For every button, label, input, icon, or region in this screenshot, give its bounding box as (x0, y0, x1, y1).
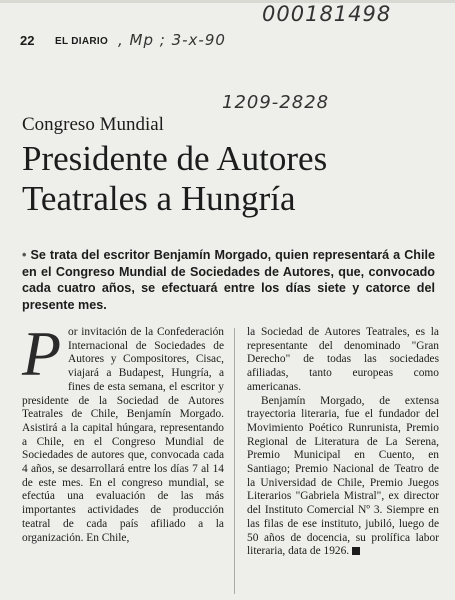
paragraph (247, 395, 439, 559)
end-of-article-mark (352, 547, 360, 555)
lede-bullet: • (22, 248, 27, 262)
article-kicker: Congreso Mundial (22, 114, 164, 135)
article-column-left (22, 318, 224, 545)
paragraph-text: Benjamín Morgado, de extensa trayectoria literaria, fue el fundador del Movimiento Poético Runrunista, Premio Regional de Literatura de La Serena, Premio Municipal en Cuento, en Santiago; Premio Nacional de Teatro de la Universidad de Chile, Premio Juegos Literarios "Gabriela Mistral", ex director del Instituto Comercial Nº 3. Siempre en las filas de ese instituto, jubiló, luego de 50 años de docencia, su prolífica labor literaria, data de 1926. (247, 394, 439, 558)
paragraph-text: or invitación de la Confederación Internacional de Sociedades de Autores y Compositores, Cisac, viajará a Budapest, Hungría, a fines de esta semana, el escritor y presidente de la Sociedad de Autores Teatrales de Chile, Benjamín Morgado. Asistirá a la capital húngara, representando a Chile, en el Congreso Mundial de Sociedades de autores que, convocada cada 4 años, se desarrollará entre los días 7 al 14 de este mes. En el congreso mundial, se efectúa una evaluación de las más importantes actividades de producción teatral de cada país afiliado a la organización. En Chile, (22, 326, 224, 544)
drop-cap: P (22, 318, 62, 389)
column-divider (234, 328, 235, 594)
page-number: 22 (20, 33, 35, 48)
paragraph: la Sociedad de Autores Teatrales, es la representante del denominado "Gran Derecho" de todas las sociedades afiliadas, tanto europeas como americanas. (247, 326, 439, 393)
lede-text: Se trata del escritor Benjamín Morgado, quien representará a Chile en el Congreso Mundial de Sociedades de Autores, que, convocado cada cuatro años, se efectuará entre los días siete y catorce del presente mes. (22, 248, 435, 312)
article-lede (22, 247, 435, 313)
headline-line-1: Presidente de Autores (22, 139, 328, 178)
newspaper-masthead: EL DIARIO (55, 36, 109, 47)
handwritten-reference-number: 1209-2828 (222, 92, 330, 113)
headline-line-2: Teatrales a Hungría (22, 179, 296, 218)
paragraph (22, 318, 224, 545)
handwritten-archive-number: 000181498 (262, 2, 392, 26)
handwritten-date-note: , Mp ; 3-x-90 (118, 31, 226, 49)
article-column-right (247, 326, 439, 559)
